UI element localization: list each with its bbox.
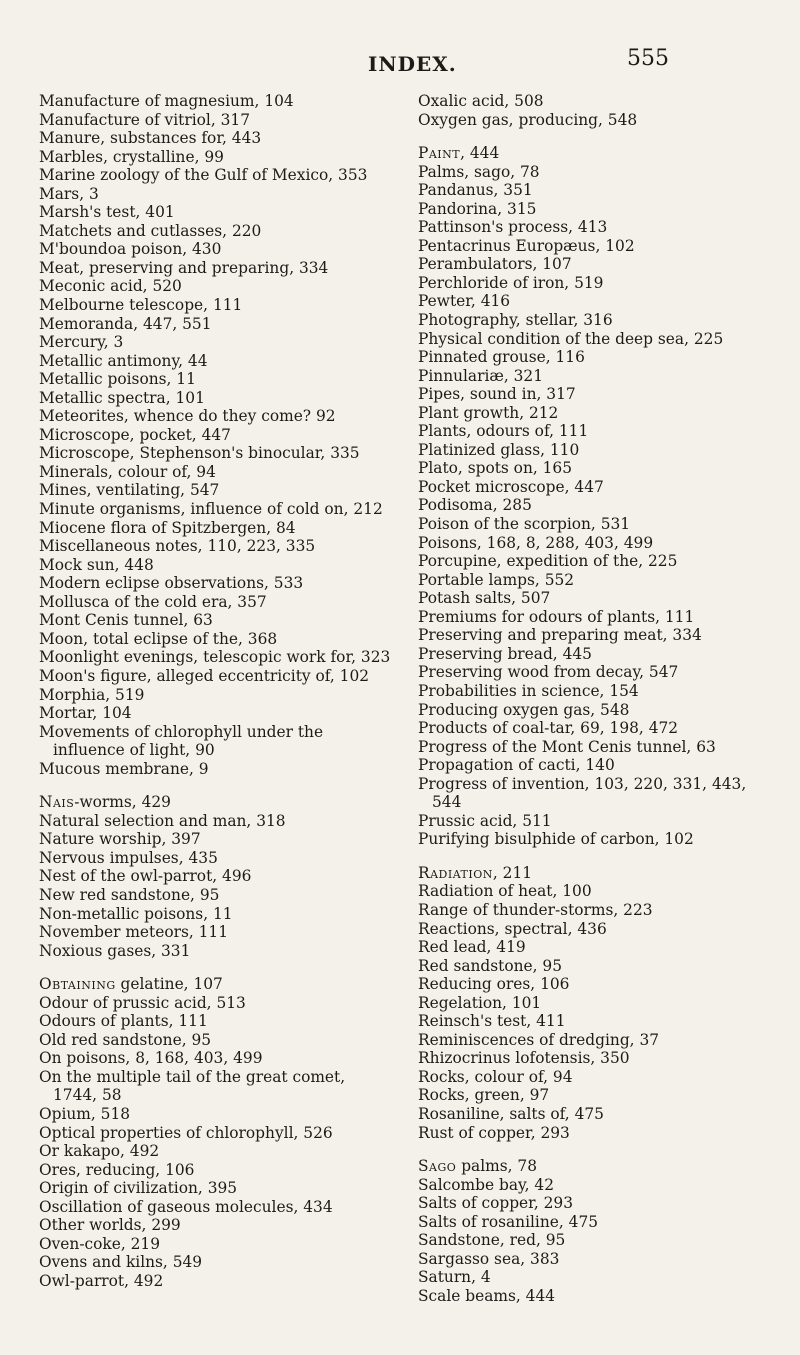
index-entry: Palms, sago, 78 <box>418 162 540 181</box>
index-entry: Salts of copper, 293 <box>418 1194 573 1213</box>
index-entry: Mercury, 3 <box>39 333 124 352</box>
index-entry: Odours of plants, 111 <box>39 1012 208 1031</box>
index-entry: Reinsch's test, 411 <box>418 1012 566 1031</box>
index-entry: Melbourne telescope, 111 <box>39 296 243 315</box>
index-entry: Perambulators, 107 <box>418 255 572 274</box>
index-entry: Marsh's test, 401 <box>39 203 175 222</box>
index-entry: Sargasso sea, 383 <box>418 1249 560 1268</box>
index-entry: Pattinson's process, 413 <box>418 218 608 237</box>
index-entry: Probabilities in science, 154 <box>418 681 639 700</box>
group-spacer <box>418 129 763 144</box>
group-heading-word: Radiation <box>418 863 493 882</box>
index-entry: Meteorites, whence do they come? 92 <box>39 407 336 426</box>
group-spacer <box>418 849 763 864</box>
index-entry: Memoranda, 447, 551 <box>39 314 212 333</box>
group-heading-word: Sago <box>418 1157 457 1176</box>
index-entry: Poison of the scorpion, 531 <box>418 515 631 534</box>
index-entry: Manufacture of magnesium, 104 <box>39 92 294 110</box>
index-entry: Potash salts, 507 <box>418 589 551 608</box>
group-heading-word: Nais <box>39 793 75 812</box>
index-group-r <box>418 864 763 1142</box>
index-entry: Metallic poisons, 11 <box>39 370 196 389</box>
index-group-o-continued <box>418 92 763 129</box>
index-entry: Mines, ventilating, 547 <box>39 481 220 500</box>
index-entry: Morphia, 519 <box>39 685 145 704</box>
index-entry: Marbles, crystalline, 99 <box>39 147 224 166</box>
index-entry: Progress of the Mont Cenis tunnel, 63 <box>418 737 716 756</box>
index-entry: Obtaining gelatine, 107 <box>39 975 223 994</box>
index-entry: Origin of civilization, 395 <box>39 1179 238 1198</box>
index-entry: Pandanus, 351 <box>418 181 533 200</box>
index-entry: Or kakapo, 492 <box>39 1142 160 1161</box>
group-spacer <box>418 1142 763 1157</box>
index-entry: Nais-worms, 429 <box>39 793 171 812</box>
index-entry: Non-metallic poisons, 11 <box>39 904 233 923</box>
index-entry: Mollusca of the cold era, 357 <box>39 592 267 611</box>
index-entry: Preserving and preparing meat, 334 <box>418 626 702 645</box>
index-entry: Mock sun, 448 <box>39 555 154 574</box>
index-entry: Rocks, colour of, 94 <box>418 1067 573 1086</box>
index-entry: Premiums for odours of plants, 111 <box>418 607 695 626</box>
index-entry: Rocks, green, 97 <box>418 1086 550 1105</box>
index-entry: Other worlds, 299 <box>39 1216 181 1235</box>
index-entry: Nature worship, 397 <box>39 830 201 849</box>
index-entry: Nest of the owl-parrot, 496 <box>39 867 252 886</box>
index-entry: Owl-parrot, 492 <box>39 1271 164 1290</box>
index-entry: Metallic spectra, 101 <box>39 388 205 407</box>
index-entry: Photography, stellar, 316 <box>418 311 613 330</box>
index-group-n <box>39 793 351 960</box>
index-entry: Preserving bread, 445 <box>418 644 592 663</box>
index-entry: Reducing ores, 106 <box>418 975 570 994</box>
index-entry: Noxious gases, 331 <box>39 941 191 960</box>
index-entry: Mucous membrane, 9 <box>39 759 209 778</box>
index-entry: Progress of invention, 103, 220, 331, 443, 544 <box>418 774 747 812</box>
index-entry: Miocene flora of Spitzbergen, 84 <box>39 518 296 537</box>
index-entry: Modern eclipse observations, 533 <box>39 574 304 593</box>
index-entry: Reminiscences of dredging, 37 <box>418 1030 660 1049</box>
right-column <box>418 92 763 1305</box>
index-entry: Oxalic acid, 508 <box>418 92 544 110</box>
page-header <box>0 46 800 82</box>
index-entry: Sago palms, 78 <box>418 1157 538 1176</box>
group-heading-word: Obtaining <box>39 975 116 994</box>
index-entry: Minute organisms, influence of cold on, 212 <box>39 500 383 519</box>
index-entry: Reactions, spectral, 436 <box>418 919 607 938</box>
index-entry: Movements of chlorophyll under the influence of light, 90 <box>39 722 324 760</box>
left-column <box>39 92 391 1290</box>
index-entry: Pentacrinus Europæus, 102 <box>418 236 635 255</box>
index-entry: Meat, preserving and preparing, 334 <box>39 258 329 277</box>
index-entry: Rosaniline, salts of, 475 <box>418 1104 604 1123</box>
index-entry: Red lead, 419 <box>418 938 526 957</box>
index-entry: Oxygen gas, producing, 548 <box>418 110 638 129</box>
index-entry: Producing oxygen gas, 548 <box>418 700 630 719</box>
group-spacer <box>39 778 351 793</box>
index-group-m <box>39 92 391 778</box>
index-entry: Plant growth, 212 <box>418 403 559 422</box>
index-entry: Manufacture of vitriol, 317 <box>39 110 250 129</box>
index-entry: Nervous impulses, 435 <box>39 848 218 867</box>
index-entry: Rhizocrinus lofotensis, 350 <box>418 1049 630 1068</box>
index-entry: Poisons, 168, 8, 288, 403, 499 <box>418 533 654 552</box>
index-entry: Ores, reducing, 106 <box>39 1160 195 1179</box>
index-entry: Pipes, sound in, 317 <box>418 385 576 404</box>
index-entry: Pinnated grouse, 116 <box>418 348 585 367</box>
index-entry: Portable lamps, 552 <box>418 570 575 589</box>
index-entry: Products of coal-tar, 69, 198, 472 <box>418 719 679 738</box>
page-title: INDEX. <box>368 52 457 76</box>
index-entry: Paint, 444 <box>418 144 500 163</box>
index-entry: Oven-coke, 219 <box>39 1234 161 1253</box>
index-entry: Optical properties of chlorophyll, 526 <box>39 1123 333 1142</box>
index-entry: Plants, odours of, 111 <box>418 422 589 441</box>
index-entry: Oscillation of gaseous molecules, 434 <box>39 1197 333 1216</box>
index-entry: Matchets and cutlasses, 220 <box>39 221 262 240</box>
index-entry: Moon, total eclipse of the, 368 <box>39 629 278 648</box>
group-spacer <box>39 960 351 975</box>
index-entry: On poisons, 8, 168, 403, 499 <box>39 1049 263 1068</box>
index-entry: Meconic acid, 520 <box>39 277 182 296</box>
index-entry: Pewter, 416 <box>418 292 511 311</box>
index-entry: Mortar, 104 <box>39 704 132 723</box>
index-entry: Prussic acid, 511 <box>418 811 552 830</box>
index-entry: Range of thunder-storms, 223 <box>418 900 653 919</box>
index-entry: Rust of copper, 293 <box>418 1123 570 1142</box>
index-entry: Podisoma, 285 <box>418 496 532 515</box>
index-group-o <box>39 975 351 1290</box>
index-entry: Marine zoology of the Gulf of Mexico, 353 <box>39 166 368 185</box>
index-entry: Saturn, 4 <box>418 1268 491 1287</box>
index-entry: Red sandstone, 95 <box>418 956 563 975</box>
index-entry: Porcupine, expedition of the, 225 <box>418 552 678 571</box>
group-heading-word: Paint <box>418 144 461 163</box>
index-entry: Propagation of cacti, 140 <box>418 756 615 775</box>
index-entry: Ovens and kilns, 549 <box>39 1253 203 1272</box>
index-entry: Natural selection and man, 318 <box>39 811 286 830</box>
index-entry: Salcombe bay, 42 <box>418 1175 555 1194</box>
index-group-p <box>418 144 763 849</box>
index-entry: Pandorina, 315 <box>418 199 537 218</box>
index-entry: Mont Cenis tunnel, 63 <box>39 611 213 630</box>
index-entry: Mars, 3 <box>39 184 99 203</box>
index-entry: Scale beams, 444 <box>418 1286 556 1305</box>
index-entry: Salts of rosaniline, 475 <box>418 1212 599 1231</box>
index-entry: Minerals, colour of, 94 <box>39 462 216 481</box>
index-group-s <box>418 1157 763 1305</box>
index-entry: Radiation of heat, 100 <box>418 882 592 901</box>
page-number: 555 <box>627 46 669 71</box>
index-entry: Old red sandstone, 95 <box>39 1030 212 1049</box>
index-entry: Plato, spots on, 165 <box>418 459 573 478</box>
index-entry: Miscellaneous notes, 110, 223, 335 <box>39 537 316 556</box>
index-entry: Moon's figure, alleged eccentricity of, 102 <box>39 666 370 685</box>
index-entry: New red sandstone, 95 <box>39 885 220 904</box>
index-entry: Manure, substances for, 443 <box>39 129 262 148</box>
index-entry: Odour of prussic acid, 513 <box>39 993 246 1012</box>
index-entry: Purifying bisulphide of carbon, 102 <box>418 830 694 849</box>
index-entry: Preserving wood from decay, 547 <box>418 663 679 682</box>
index-entry: M'boundoa poison, 430 <box>39 240 222 259</box>
index-entry: Metallic antimony, 44 <box>39 351 208 370</box>
index-entry: Regelation, 101 <box>418 993 542 1012</box>
index-entry: November meteors, 111 <box>39 923 229 942</box>
index-entry: Platinized glass, 110 <box>418 440 580 459</box>
index-entry: Pinnulariæ, 321 <box>418 366 544 385</box>
index-entry: Sandstone, red, 95 <box>418 1231 566 1250</box>
index-entry: Opium, 518 <box>39 1104 131 1123</box>
index-entry: Microscope, Stephenson's binocular, 335 <box>39 444 360 463</box>
index-entry: Perchloride of iron, 519 <box>418 273 604 292</box>
index-entry: Pocket microscope, 447 <box>418 477 604 496</box>
index-entry: Microscope, pocket, 447 <box>39 425 231 444</box>
index-entry: Physical condition of the deep sea, 225 <box>418 329 724 348</box>
index-entry: Radiation, 211 <box>418 863 533 882</box>
index-entry: Moonlight evenings, telescopic work for, 323 <box>39 648 391 667</box>
index-entry: On the multiple tail of the great comet, 1744, 58 <box>39 1067 346 1105</box>
